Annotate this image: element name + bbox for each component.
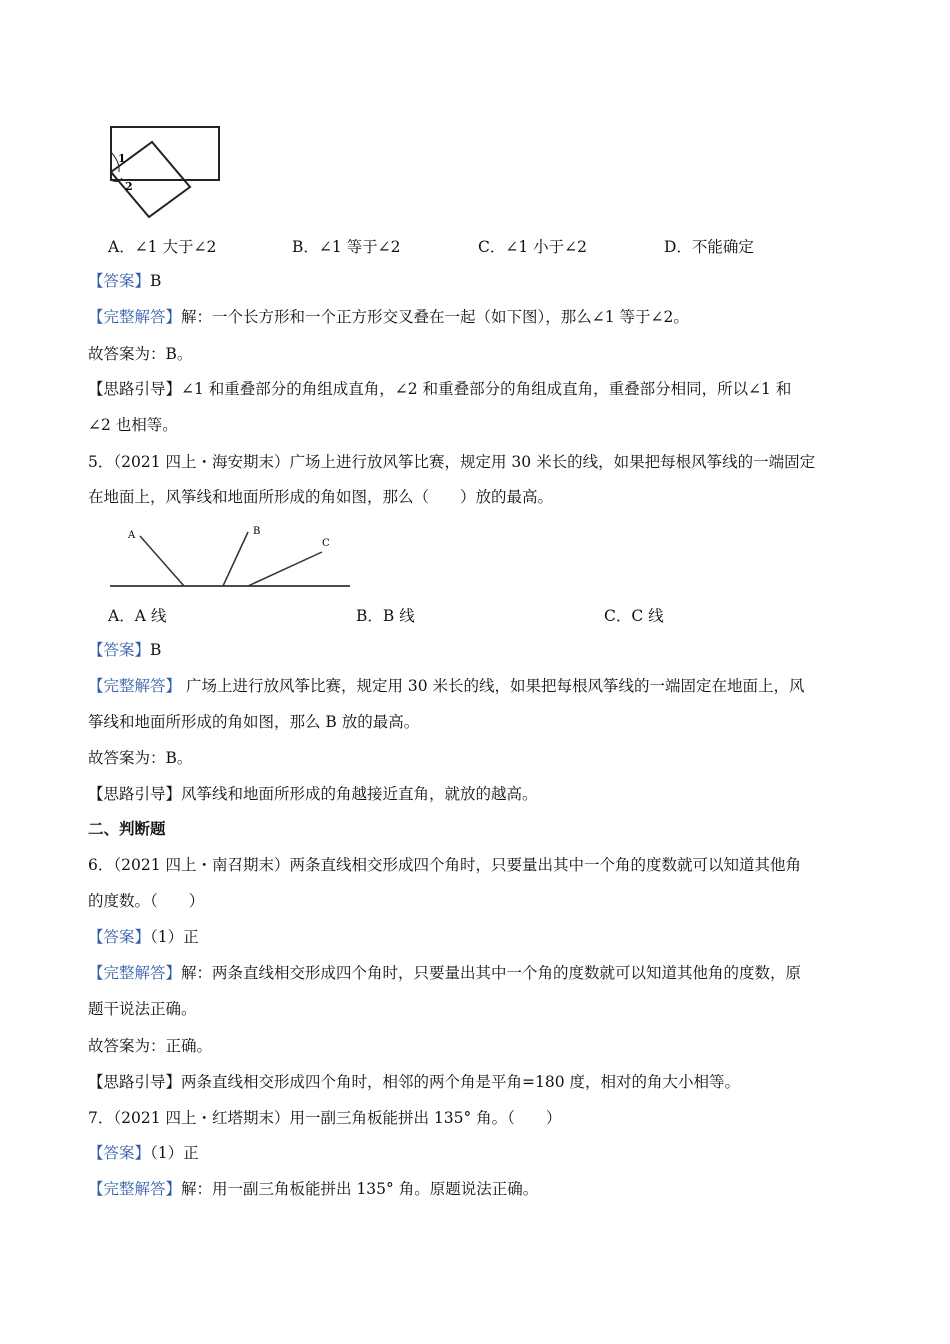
hint-text: ∠1 和重叠部分的角组成直角，∠2 和重叠部分的角组成直角，重叠部分相同，所以∠1 和 <box>181 380 792 398</box>
answer-tag: 【答案】 <box>88 928 151 946</box>
kite-label-c: C <box>322 538 330 549</box>
q7-answer <box>88 1142 199 1164</box>
q6-full-solution-cont: 题干说法正确。 <box>88 1000 197 1018</box>
full-solution-tag: 【完整解答】 <box>88 1180 182 1198</box>
q5-option-a: A．A 线 <box>108 607 167 625</box>
full-solution-tag: 【完整解答】 <box>88 677 182 695</box>
full-solution-tag: 【完整解答】 <box>88 308 182 326</box>
full-solution-text: 解：一个长方形和一个正方形交叉叠在一起（如下图），那么∠1 等于∠2。 <box>181 308 689 326</box>
hint-text: 两条直线相交形成四个角时，相邻的两个角是平角=180 度，相对的角大小相等。 <box>181 1073 741 1091</box>
answer-value: （1）正 <box>150 1144 199 1162</box>
q6-conclusion: 故答案为：正确。 <box>88 1037 213 1055</box>
full-solution-text: 广场上进行放风筝比赛，规定用 30 米长的线，如果把每根风筝线的一端固定在地面上，风 <box>181 677 805 695</box>
q5-stem-line1: 5．（2021 四上・海安期末）广场上进行放风筝比赛，规定用 30 米长的线，如果把每根风筝线的一端固定 <box>88 453 816 471</box>
full-solution-tag: 【完整解答】 <box>88 964 182 982</box>
full-solution-text: 解：用一副三角板能拼出 135° 角。原题说法正确。 <box>181 1180 539 1198</box>
full-solution-text: 解：两条直线相交形成四个角时，只要量出其中一个角的度数就可以知道其他角的度数，原 <box>181 964 802 982</box>
q7-full-solution <box>88 1178 538 1200</box>
q6-full-solution <box>88 962 801 984</box>
answer-tag: 【答案】 <box>88 1144 151 1162</box>
q4-hint-cont: ∠2 也相等。 <box>88 416 178 434</box>
q5-option-b: B．B 线 <box>356 607 415 625</box>
q5-option-c: C．C 线 <box>604 607 664 625</box>
angle-1-label: 1 <box>118 152 126 165</box>
q4-hint <box>88 378 791 400</box>
overlap-figure <box>104 122 224 222</box>
kite-label-a: A <box>128 530 136 541</box>
answer-tag: 【答案】 <box>88 272 151 290</box>
hint-tag: 【思路引导】 <box>88 1073 182 1091</box>
q5-stem-line2: 在地面上，风筝线和地面所形成的角如图，那么（ ）放的最高。 <box>88 488 554 506</box>
q5-conclusion: 故答案为：B。 <box>88 749 193 767</box>
q6-stem-line1: 6．（2021 四上・南召期末）两条直线相交形成四个角时，只要量出其中一个角的度数就可以知道其他角 <box>88 856 801 874</box>
q4-option-c: C．∠1 小于∠2 <box>478 238 587 256</box>
answer-value: B <box>150 641 162 659</box>
q6-stem-line2: 的度数。（ ） <box>88 892 205 910</box>
q4-option-b: B．∠1 等于∠2 <box>292 238 401 256</box>
hint-tag: 【思路引导】 <box>88 785 182 803</box>
answer-value: （1）正 <box>150 928 199 946</box>
q5-full-solution <box>88 675 805 697</box>
kite-label-b: B <box>253 526 261 537</box>
q5-hint <box>88 783 538 805</box>
section-heading: 二、判断题 <box>88 819 166 838</box>
hint-tag: 【思路引导】 <box>88 380 182 398</box>
angle-2-label: 2 <box>125 180 133 193</box>
q4-answer <box>88 270 161 292</box>
q6-hint <box>88 1071 740 1093</box>
answer-value: B <box>150 272 162 290</box>
q4-full-solution <box>88 306 689 328</box>
q7-stem: 7．（2021 四上・红塔期末）用一副三角板能拼出 135° 角。（ ） <box>88 1109 562 1127</box>
q4-option-a: A．∠1 大于∠2 <box>108 238 217 256</box>
q5-answer <box>88 639 161 661</box>
q6-answer <box>88 926 199 948</box>
kite-lines-figure <box>100 522 370 592</box>
q4-conclusion: 故答案为：B。 <box>88 345 193 363</box>
q4-option-d: D．不能确定 <box>664 238 754 256</box>
hint-text: 风筝线和地面所形成的角越接近直角，就放的越高。 <box>181 785 538 803</box>
q5-full-solution-cont: 筝线和地面所形成的角如图，那么 B 放的最高。 <box>88 713 420 731</box>
answer-tag: 【答案】 <box>88 641 151 659</box>
